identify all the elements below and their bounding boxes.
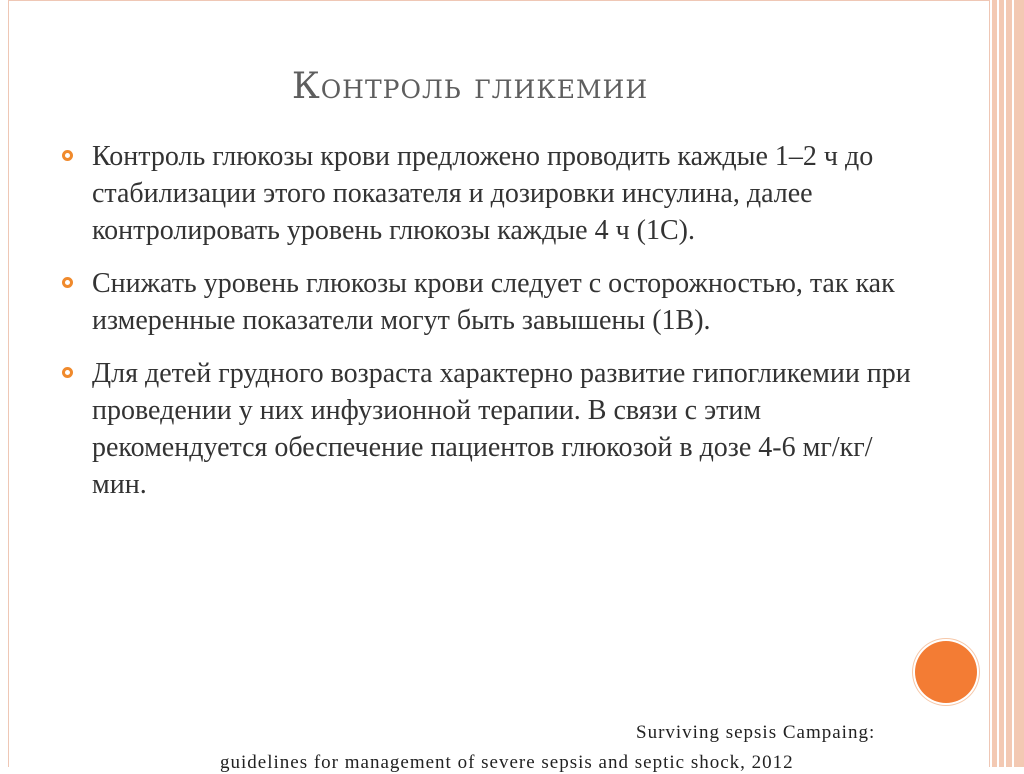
bullet-item [62, 265, 922, 339]
decorative-stripes [990, 0, 1024, 767]
bullet-circle-icon [62, 277, 73, 288]
orange-circle-icon [915, 641, 977, 703]
bullet-text: Снижать уровень глюкозы крови следует с осторожностью, так как измеренные показатели могут быть завышены (1В). [92, 268, 895, 336]
citation-line-2: guidelines for management of severe sepsis and septic shock, 2012 [220, 752, 794, 773]
bullet-item [62, 138, 922, 249]
slide-title: Контроль гликемии [291, 66, 649, 107]
bullet-text: Контроль глюкозы крови предложено проводить каждые 1–2 ч до стабилизации этого показателя и дозировки инсулина, далее контролировать уровень глюкозы каждые 4 ч (1С). [92, 141, 874, 246]
citation-line-1: Surviving sepsis Campaing: [636, 722, 876, 743]
bullet-text: Для детей грудного возраста характерно развитие гипогликемии при проведении у них инфузионной терапии. В связи с этим рекомендуется обеспечение пациентов глюкозой в дозе 4-6 мг/кг/мин. [92, 358, 911, 500]
bullet-list [62, 138, 922, 519]
bullet-item [62, 355, 922, 503]
bullet-circle-icon [62, 367, 73, 378]
bullet-circle-icon [62, 150, 73, 161]
